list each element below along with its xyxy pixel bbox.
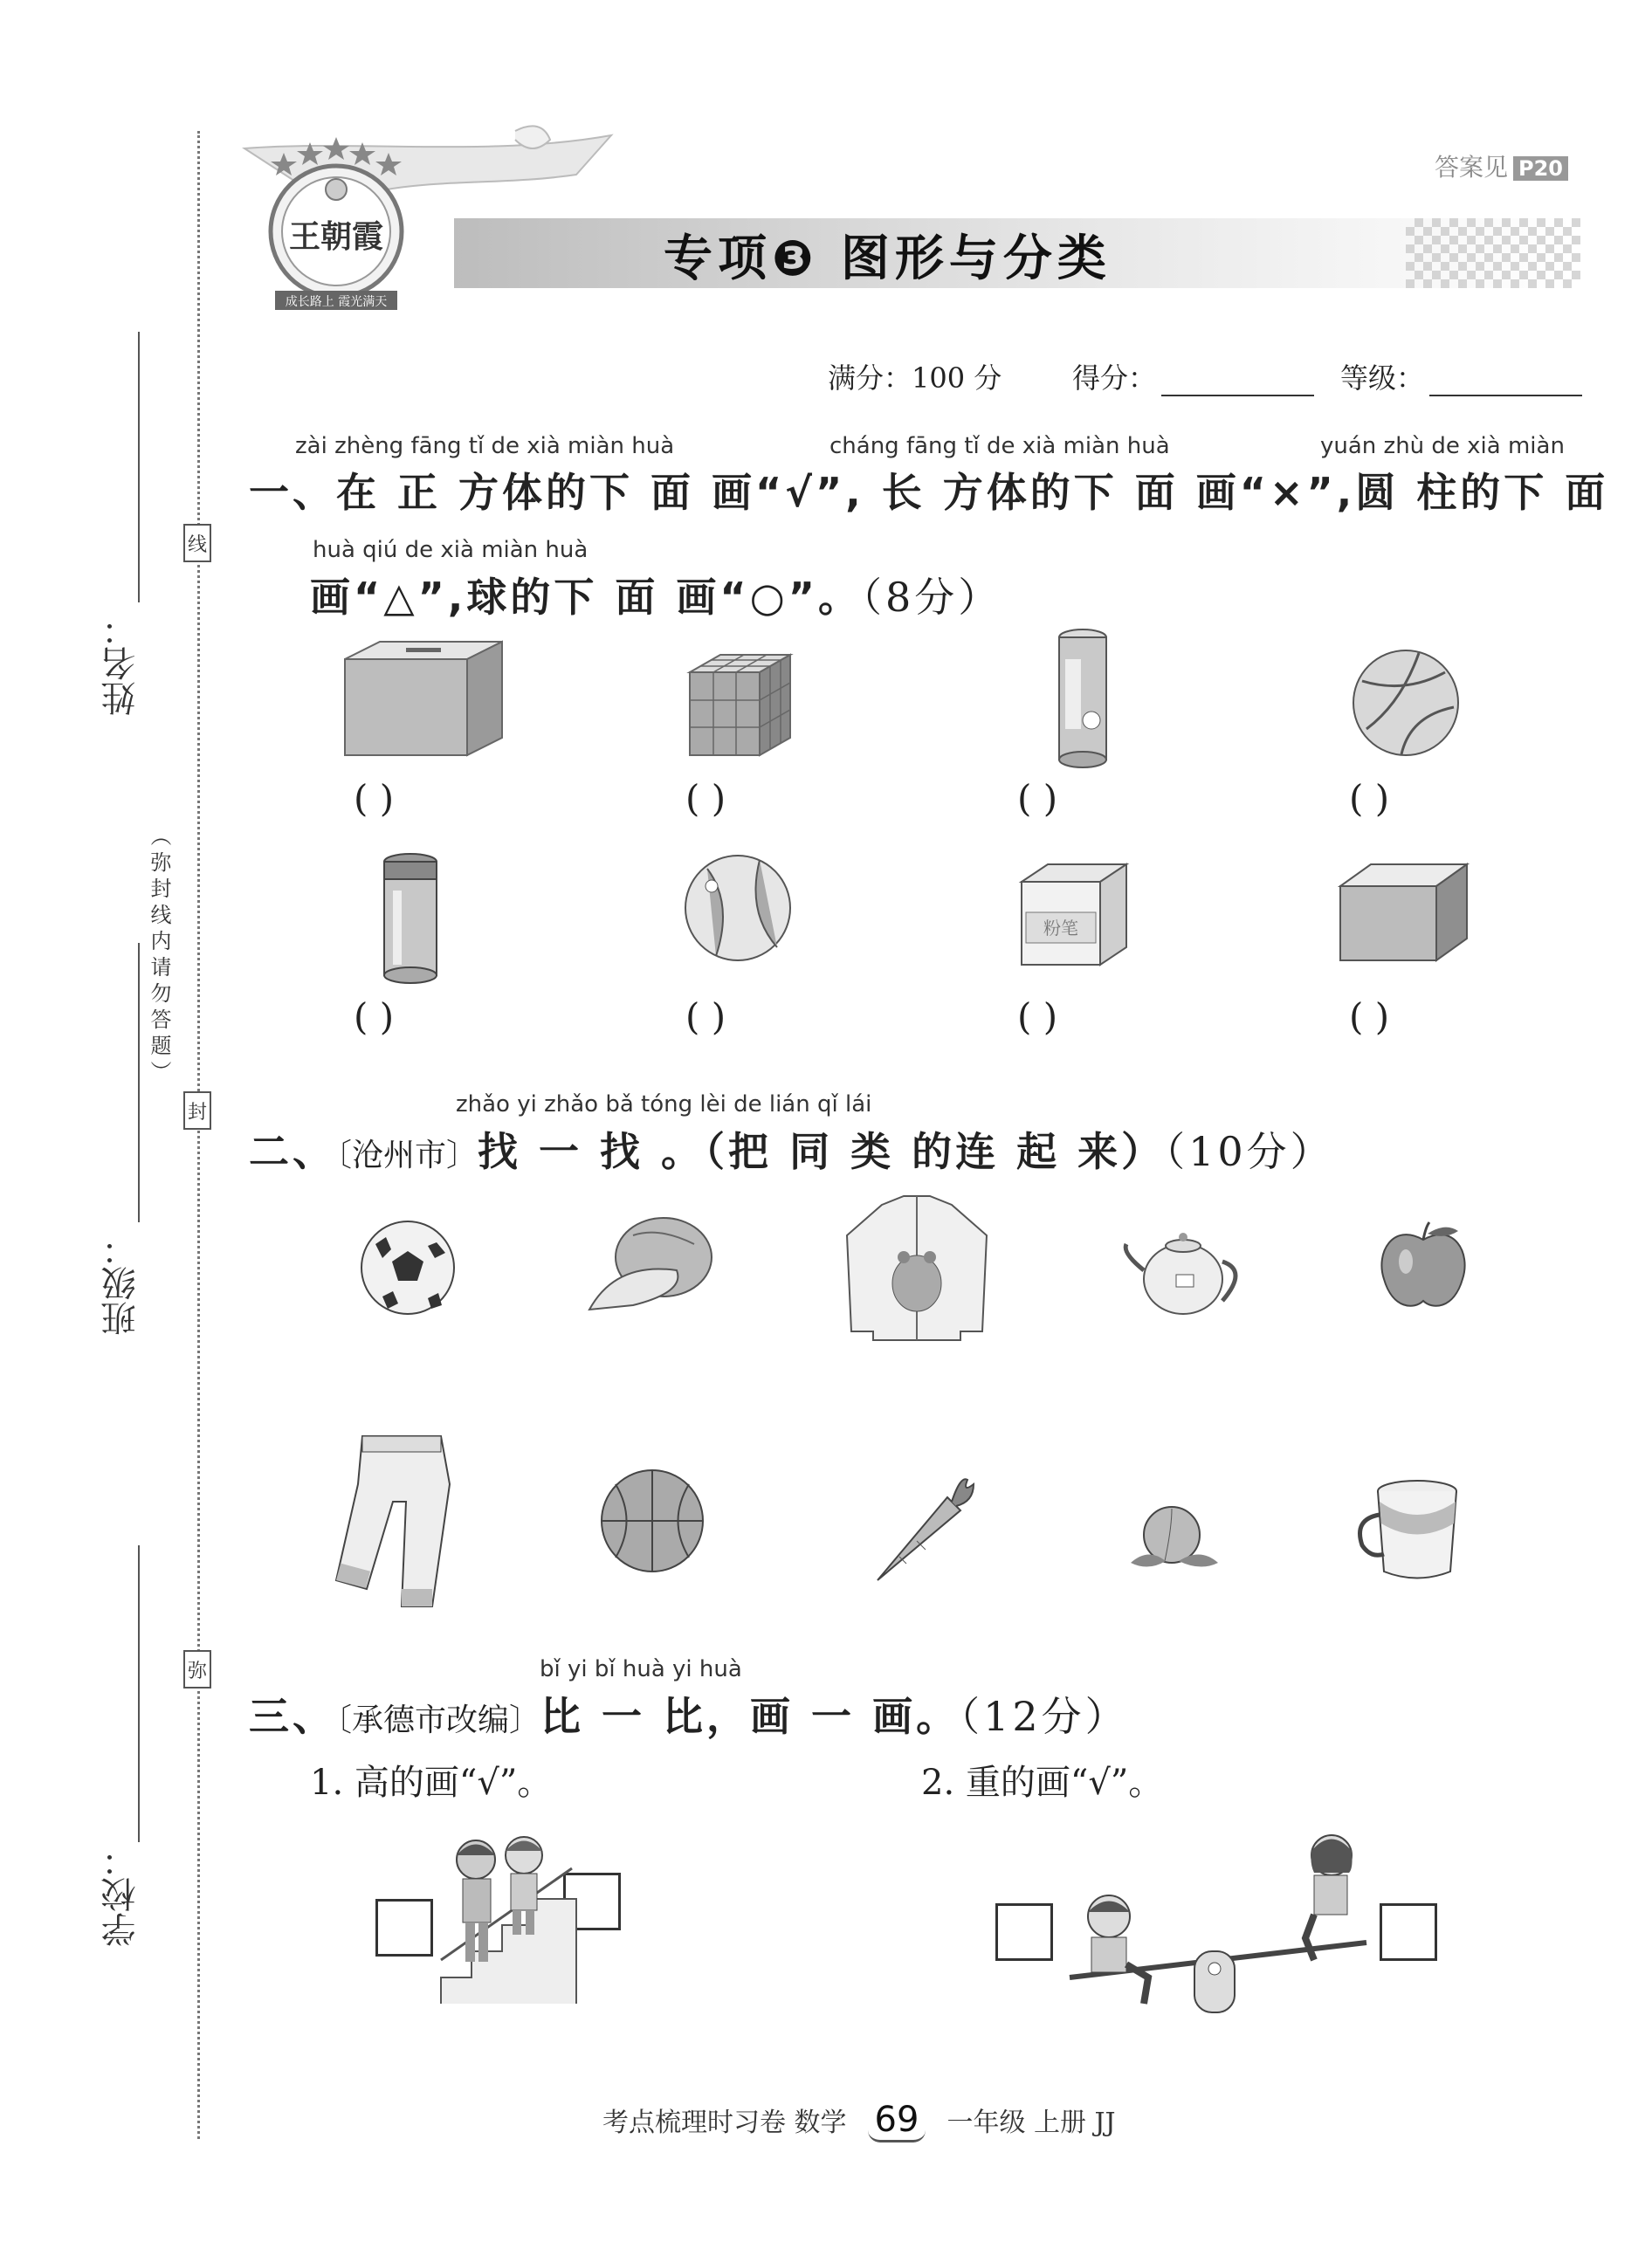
carrot-image [864, 1471, 987, 1589]
beach-ball-image [681, 851, 795, 965]
brand-logo [253, 135, 419, 319]
binding-dotted-line [197, 131, 200, 2139]
banner-checker-pattern [1406, 218, 1580, 288]
mug-image [1358, 1475, 1463, 1585]
full-score: 满分：100 分 [828, 361, 1002, 395]
grade-label: 等级： [1340, 361, 1425, 395]
cabbage-image [581, 1209, 720, 1323]
can-image [1048, 624, 1118, 768]
q1-line1: 一、在 正 方体的下 面 画“√”, 长 方体的下 面 画“×”,圆 柱的下 面 [249, 469, 1609, 516]
seal-note: （弥封线内请勿答题） [147, 825, 171, 1087]
binding-tag-seal: 封 [183, 1091, 211, 1130]
q1-line2 [310, 566, 1002, 623]
cup-image [375, 851, 445, 987]
q3-points: （12分） [960, 1693, 1129, 1740]
peach-image [1126, 1493, 1222, 1572]
q1-answer-1[interactable]: ( ) [354, 777, 395, 820]
footer-right: 一年级 上册 JJ [946, 2108, 1116, 2138]
answer-ref-label: 答案见 [1434, 153, 1508, 182]
seesaw-image [1052, 1820, 1384, 2021]
logo-text: 王朝霞 [288, 218, 384, 255]
binding-tag-mi: 弥 [183, 1650, 211, 1688]
page-number: 69 [868, 2100, 926, 2142]
name-line [138, 332, 140, 602]
q1-answer-2[interactable]: ( ) [685, 777, 726, 820]
q3-number: 三、 [249, 1693, 336, 1740]
q2-text: 找 一 找 。（把 同 类 的连 起 来） [478, 1128, 1166, 1175]
q2-line [249, 1120, 1334, 1178]
logo-tagline: 成长路上 霞光满天 [285, 295, 388, 309]
svg-text:粉笔: 粉笔 [1043, 918, 1078, 939]
q1-line2-text: 画“△”,球的下 面 画“○”。 [310, 574, 862, 621]
cube-image [1336, 860, 1476, 965]
q3-text: 比 一 比，画 一 画。 [540, 1693, 960, 1740]
q2-points: （10分） [1165, 1128, 1334, 1175]
q1-answer-5[interactable]: ( ) [354, 995, 395, 1038]
q2-source: 〔沧州市〕 [336, 1138, 478, 1173]
chalk-box-image [1017, 860, 1131, 969]
q1-pinyin-1a: zài zhèng fāng tǐ de xià miàn huà [295, 433, 675, 459]
q1-pinyin-2: huà qiú de xià miàn huà [313, 537, 589, 563]
school-label: 学校： [101, 1842, 141, 1947]
soccer-ball-image [358, 1218, 458, 1318]
q2-number: 二、 [249, 1128, 336, 1175]
answer-page-badge: P20 [1513, 156, 1568, 181]
q1-answer-6[interactable]: ( ) [685, 995, 726, 1038]
name-label: 姓名： [101, 611, 141, 716]
q3-pinyin: bǐ yi bǐ huà yi huà [540, 1656, 742, 1682]
q1-answer-4[interactable]: ( ) [1349, 777, 1390, 820]
q1-points: （8分） [861, 574, 1002, 621]
volleyball-image [1349, 646, 1463, 760]
q3-source: 〔承德市改编〕 [336, 1702, 541, 1738]
school-line [138, 1545, 140, 1842]
basketball-image [598, 1467, 707, 1576]
teapot-image [1122, 1218, 1253, 1323]
binding-tag-line: 线 [183, 524, 211, 562]
box-image [336, 633, 511, 764]
score-field [1072, 356, 1314, 396]
rubik-cube-image [681, 650, 803, 764]
q2-pinyin: zhǎo yi zhǎo bǎ tóng lèi de lián qǐ lái [456, 1091, 872, 1118]
q1-answer-7[interactable]: ( ) [1017, 995, 1058, 1038]
q1-answer-8[interactable]: ( ) [1349, 995, 1390, 1038]
footer [602, 2100, 1116, 2142]
q3-sub2: 2. 重的画“√”。 [921, 1763, 1164, 1803]
trousers-image [327, 1432, 467, 1620]
grade-blank[interactable] [1429, 368, 1582, 396]
q1-pinyin-1b: cháng fāng tǐ de xià miàn huà [829, 433, 1170, 459]
q3-sub1: 1. 高的画“√”。 [310, 1763, 553, 1803]
q1-pinyin-1c: yuán zhù de xià miàn [1320, 433, 1565, 459]
class-label: 班级： [101, 1231, 141, 1336]
sweater-image [843, 1192, 991, 1345]
taller-left-checkbox[interactable] [375, 1899, 433, 1957]
q3-line [249, 1685, 1129, 1743]
children-on-stairs-image [437, 1829, 581, 2008]
heavier-right-checkbox[interactable] [1380, 1903, 1437, 1961]
score-blank[interactable] [1161, 368, 1314, 396]
q1-answer-3[interactable]: ( ) [1017, 777, 1058, 820]
heavier-left-checkbox[interactable] [995, 1903, 1053, 1961]
apple-image [1375, 1218, 1471, 1314]
grade-field [1340, 356, 1582, 396]
page-title: 专项❸ 图形与分类 [664, 230, 1112, 287]
score-label: 得分： [1072, 361, 1157, 395]
footer-left: 考点梳理时习卷 数学 [602, 2108, 847, 2138]
answer-reference [1435, 148, 1568, 183]
class-line [138, 943, 140, 1222]
